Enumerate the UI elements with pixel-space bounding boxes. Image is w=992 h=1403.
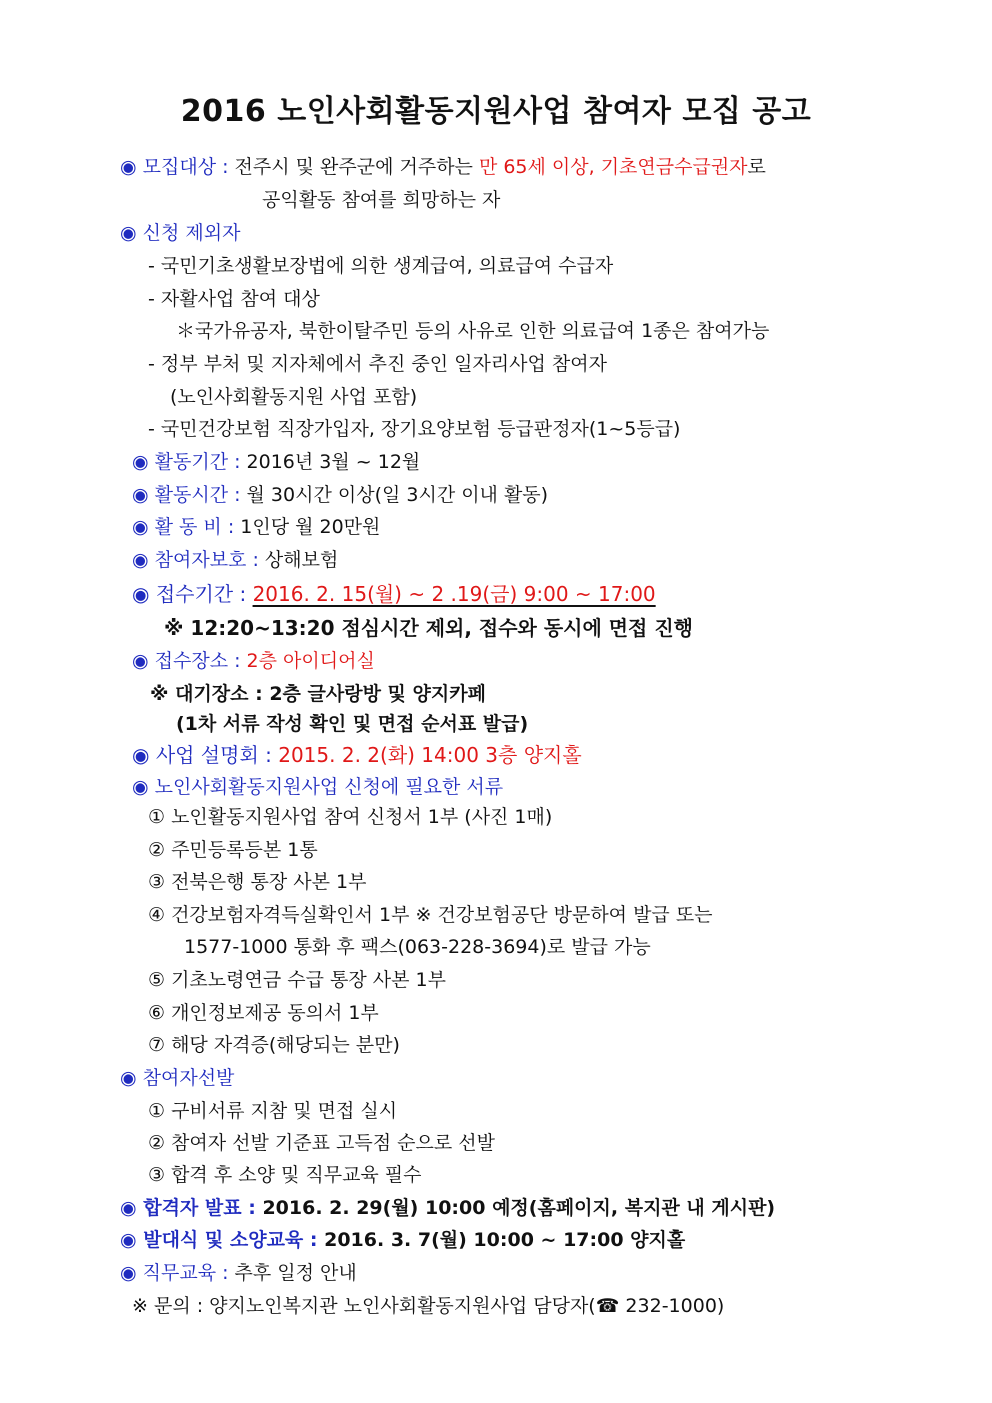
place-label: 접수장소 : [154,650,241,672]
bullet-icon: ◉ [120,1067,137,1089]
protection-label: 참여자보호 : [154,549,259,571]
selection-heading [120,1069,234,1088]
bullet-icon: ◉ [120,1197,137,1219]
documents-label: 노인사회활동지원사업 신청에 필요한 서류 [154,776,504,798]
target-line2: 공익활동 참여를 희망하는 자 [262,189,501,211]
exclusion-note: ＊국가유공자, 북한이탈주민 등의 사유로 인한 의료급여 1종은 참여가능 [176,320,770,342]
document-item: ③ 전북은행 통장 사본 1부 [148,871,367,893]
document-item: ⑥ 개인정보제공 동의서 1부 [148,1002,379,1024]
bullet-icon: ◉ [120,1262,137,1284]
place-value: 2층 아이디어실 [240,650,375,672]
documents-heading [132,778,503,797]
target-highlight: 만 65세 이상, 기초연금수급권자 [478,156,748,178]
document-item: ⑦ 해당 자격증(해당되는 분만) [148,1034,400,1056]
exclusion-item: - 국민기초생활보장법에 의한 생계급여, 의료급여 수급자 [148,255,614,277]
protection-value: 상해보험 [258,549,339,571]
document-item: ⑤ 기초노령연금 수급 통장 사본 1부 [148,969,446,991]
waiting-note-detail: (1차 서류 작성 확인 및 면접 순서표 발급) [176,713,529,735]
document-item: ④ 건강보험자격득실확인서 1부 ※ 건강보험공단 방문하여 발급 또는 [148,904,713,926]
target-text-end: 로 [747,156,766,178]
ceremony-label: 발대식 및 소양교육 : [143,1229,318,1251]
selection-label: 참여자선발 [142,1067,235,1089]
contact-info: ※ 문의 : 양지노인복지관 노인사회활동지원사업 담당자(☎ 232-1000) [132,1295,725,1317]
reception-row [132,584,656,604]
bullet-icon: ◉ [120,156,137,178]
briefing-value: 2015. 2. 2(화) 14:00 3층 양지홀 [271,743,582,767]
cost-row [132,518,380,537]
bullet-icon: ◉ [132,549,149,571]
place-row [132,652,375,671]
hours-value: 월 30시간 이상(일 3시간 이내 활동) [240,484,549,506]
reception-value: 2016. 2. 15(월) ~ 2 .19(금) 9:00 ~ 17:00 [252,582,656,606]
announce-label: 합격자 발표 : [143,1197,256,1219]
announce-value: 2016. 2. 29(월) 10:00 예정(홈페이지, 복지관 내 게시판) [255,1197,776,1219]
announce-row [120,1199,775,1218]
bullet-icon: ◉ [132,582,150,606]
document-item: ① 노인활동지원사업 참여 신청서 1부 (사진 1매) [148,806,553,828]
selection-item: ① 구비서류 지참 및 면접 실시 [148,1100,398,1122]
bullet-icon: ◉ [132,776,149,798]
exclusion-item: - 정부 부처 및 지자체에서 추진 중인 일자리사업 참여자 [148,353,607,375]
bullet-icon: ◉ [132,451,149,473]
hours-row [132,486,548,505]
exclusion-item: - 국민건강보험 직장가입자, 장기요양보험 등급판정자(1~5등급) [148,418,681,440]
bullet-icon: ◉ [132,743,150,767]
exclusion-label: 신청 제외자 [142,222,241,244]
cost-value: 1인당 월 20만원 [234,516,381,538]
exclusion-heading [120,224,240,243]
target-text: 전주시 및 완주군에 거주하는 [228,156,479,178]
reception-label: 접수기간 : [155,582,247,606]
target-label: 모집대상 : [142,156,229,178]
briefing-row [132,745,582,765]
training-label: 직무교육 : [142,1262,229,1284]
bullet-icon: ◉ [132,650,149,672]
period-value: 2016년 3월 ~ 12월 [240,451,421,473]
hours-label: 활동시간 : [154,484,241,506]
exclusion-item: - 자활사업 참여 대상 [148,288,320,310]
bullet-icon: ◉ [132,516,149,538]
reception-note: ※ 12:20~13:20 점심시간 제외, 접수와 동시에 면접 진행 [164,616,693,640]
waiting-note: ※ 대기장소 : 2층 글사랑방 및 양지카페 [150,683,486,705]
protection-row [132,551,338,570]
document-item-detail: 1577-1000 통화 후 팩스(063-228-3694)로 발급 가능 [184,936,651,958]
period-label: 활동기간 : [154,451,241,473]
bullet-icon: ◉ [132,484,149,506]
page-title: 2016 노인사회활동지원사업 참여자 모집 공고 [180,94,812,129]
exclusion-item: (노인사회활동지원 사업 포함) [170,386,418,408]
training-value: 추후 일정 안내 [228,1262,357,1284]
target-section [120,158,766,177]
period-row [132,453,420,472]
training-row [120,1264,357,1283]
selection-item: ② 참여자 선발 기준표 고득점 순으로 선발 [148,1132,495,1154]
bullet-icon: ◉ [120,222,137,244]
briefing-label: 사업 설명회 : [155,743,272,767]
ceremony-row [120,1231,685,1250]
ceremony-value: 2016. 3. 7(월) 10:00 ~ 17:00 양지홀 [317,1229,686,1251]
document-item: ② 주민등록등본 1통 [148,839,318,861]
selection-item: ③ 합격 후 소양 및 직무교육 필수 [148,1164,422,1186]
cost-label: 활 동 비 : [154,516,235,538]
bullet-icon: ◉ [120,1229,137,1251]
